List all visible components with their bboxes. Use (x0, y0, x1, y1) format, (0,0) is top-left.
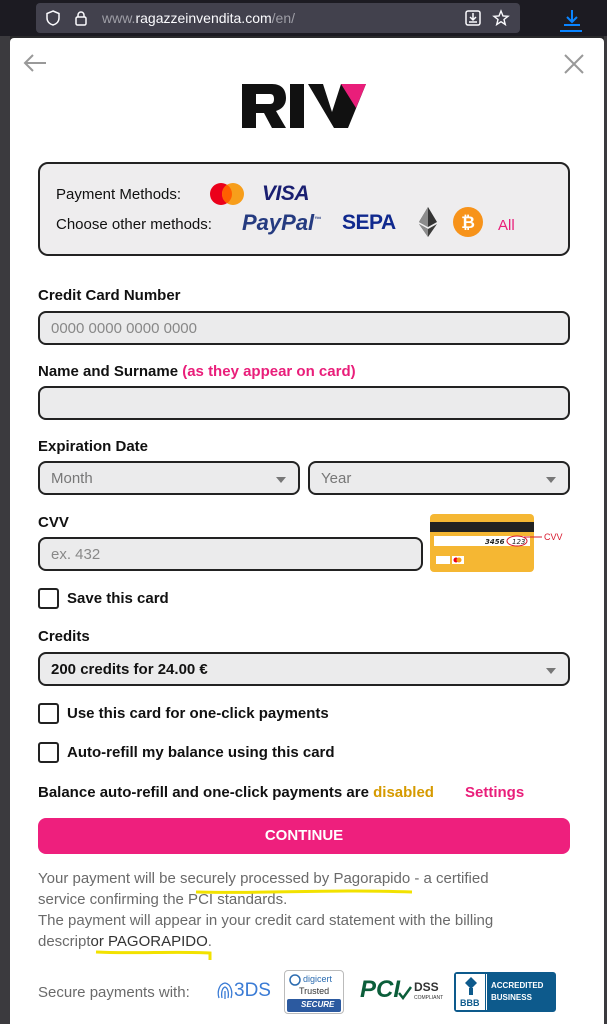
month-select[interactable] (38, 461, 300, 495)
paypal-logo[interactable]: PayPal™ (242, 210, 322, 235)
downloads-icon[interactable] (560, 8, 584, 30)
settings-link[interactable]: Settings (465, 784, 525, 801)
bbb-badge (454, 972, 556, 1012)
cvv-card-illustration (430, 514, 534, 572)
save-card-label[interactable]: Save this card (67, 590, 169, 607)
bbb-business-text: BUSINESS (491, 993, 532, 1002)
month-value: Month (51, 470, 93, 487)
payment-modal (10, 38, 604, 1024)
name-input[interactable] (38, 386, 570, 420)
url-host: ragazzeinvendita.com (135, 10, 272, 26)
note-line-4 (38, 931, 578, 952)
note-line-1 (38, 868, 578, 889)
continue-button[interactable]: CONTINUE (38, 818, 570, 854)
year-value: Year (321, 470, 352, 487)
credits-select[interactable] (38, 652, 570, 686)
digicert-secure-strip (287, 999, 341, 1012)
credits-label: Credits (38, 628, 90, 645)
svg-text:₿: ₿ (461, 213, 475, 233)
all-methods-link[interactable]: All (498, 217, 515, 234)
close-icon[interactable] (562, 52, 586, 76)
cvv-input[interactable] (38, 537, 423, 571)
back-arrow-icon[interactable] (22, 52, 48, 74)
address-bar[interactable] (36, 3, 520, 33)
name-label-text: Name and Surname (38, 363, 179, 380)
url-text (102, 10, 295, 26)
note-line-3: The payment will appear in your credit card statement with the billing (38, 912, 494, 929)
url-prefix: www. (102, 10, 136, 26)
chevron-down-icon (546, 668, 556, 674)
bitcoin-icon[interactable] (452, 206, 484, 238)
digicert-icon (289, 974, 301, 986)
riv-logo (238, 78, 370, 134)
svg-text:3456: 3456 (485, 538, 505, 546)
browser-toolbar (0, 0, 607, 36)
secure-payments-label: Secure payments with: (38, 984, 190, 1001)
fingerprint-icon (216, 980, 234, 1002)
expiration-label: Expiration Date (38, 438, 149, 455)
note-text: . (207, 933, 212, 950)
mastercard-icon[interactable] (208, 181, 246, 207)
save-card-checkbox[interactable] (38, 588, 59, 609)
download-progress-line (560, 30, 582, 32)
3ds-badge (216, 978, 270, 1004)
digicert-badge (284, 970, 344, 1014)
dss-text: DSS (414, 980, 439, 994)
url-path: /en/ (271, 10, 295, 26)
bbb-accredited-panel (487, 974, 554, 1010)
payment-methods-label: Payment Methods: (56, 186, 182, 203)
bbb-torch-icon (461, 976, 481, 996)
visa-logo[interactable]: VISA (262, 182, 310, 205)
name-label (38, 363, 356, 380)
note-text: descript (38, 933, 91, 950)
chevron-down-icon (546, 477, 556, 483)
credits-value: 200 credits for 24.00 € (51, 661, 208, 678)
dss-compliant-text: COMPLIANT (414, 995, 444, 1001)
auto-refill-label[interactable]: Auto-refill my balance using this card (67, 744, 335, 761)
note-highlight: processed by Pagorapido - (240, 870, 420, 887)
pci-dss-badge (360, 976, 444, 1008)
3ds-text: 3DS (234, 980, 271, 1001)
status-text: Balance auto-refill and one-click payments are (38, 784, 369, 801)
name-label-hint: (as they appear on card) (182, 363, 356, 380)
card-number-input[interactable] (38, 311, 570, 345)
auto-refill-status (38, 784, 434, 801)
checkmark-icon (398, 986, 412, 1000)
other-methods-label: Choose other methods: (56, 216, 212, 233)
lock-icon[interactable] (72, 9, 90, 27)
bbb-accredited-text: ACCREDITED (491, 981, 544, 990)
bbb-logo (456, 974, 486, 1010)
page-backdrop-left (0, 36, 10, 1024)
digicert-text: digicert (303, 974, 333, 984)
auto-refill-checkbox[interactable] (38, 742, 59, 763)
payment-methods-panel (38, 162, 570, 256)
bbb-text: BBB (460, 998, 480, 1008)
cvv-label: CVV (38, 514, 69, 531)
card-number-label: Credit Card Number (38, 287, 181, 304)
reader-download-icon[interactable] (464, 9, 482, 27)
year-select[interactable] (308, 461, 570, 495)
pci-text: PCI (360, 976, 401, 1003)
svg-text:123: 123 (512, 538, 526, 546)
bookmark-star-icon[interactable] (492, 9, 510, 27)
note-text: Your payment will be securely (38, 870, 236, 887)
ethereum-icon[interactable] (418, 206, 438, 238)
one-click-label[interactable]: Use this card for one-click payments (67, 705, 329, 722)
note-text: a certified (419, 870, 489, 887)
status-badge: disabled (373, 784, 434, 801)
card-number-placeholder: 0000 0000 0000 0000 (51, 320, 197, 337)
one-click-checkbox[interactable] (38, 703, 59, 724)
shield-icon[interactable] (44, 9, 62, 27)
chevron-down-icon (276, 477, 286, 483)
note-line-2: service confirming the PCI standards. (38, 891, 288, 908)
sepa-logo[interactable]: SEPA (342, 211, 396, 234)
cvv-placeholder: ex. 432 (51, 546, 101, 563)
cvv-pointer-label: CVV (544, 532, 563, 542)
paypal-text: PayPal (242, 210, 315, 235)
digicert-trusted-text: Trusted (299, 986, 330, 996)
digicert-secure-text: SECURE (301, 1000, 335, 1009)
billing-descriptor-highlight: or PAGORAPIDO (90, 933, 208, 950)
cvv-pointer-line (524, 534, 542, 540)
